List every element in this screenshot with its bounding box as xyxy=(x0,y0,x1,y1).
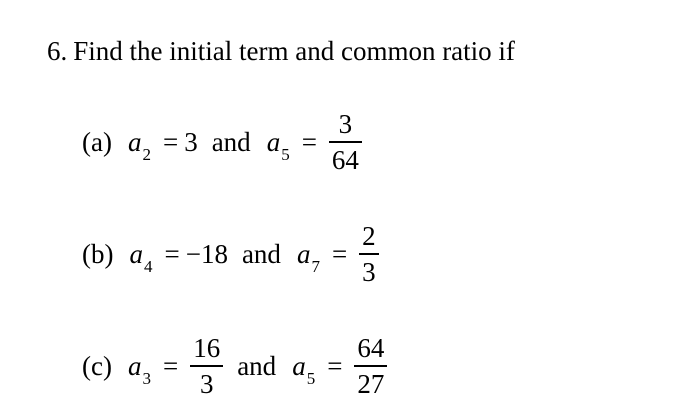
part-a-lhs-var: a xyxy=(127,126,142,157)
part-b-lhs-term xyxy=(129,238,153,276)
part-a-fraction xyxy=(329,107,362,177)
part-a-lhs-term xyxy=(127,126,151,164)
part-a-lhs-sub: 2 xyxy=(142,144,151,164)
part-c-lhs-term xyxy=(127,350,151,388)
part-c-fraction-2-denominator: 27 xyxy=(357,368,385,399)
part-a-and: and xyxy=(211,126,251,157)
part-b-lhs-var: a xyxy=(129,238,143,269)
part-b xyxy=(82,214,379,294)
part-a-rhs-var: a xyxy=(266,126,281,157)
problem-number: 6. xyxy=(47,36,68,66)
part-a-rhs-term xyxy=(266,126,290,164)
part-b-label: (b) xyxy=(82,238,114,269)
part-a-value: 3 xyxy=(184,126,198,157)
part-a-equals-2: = xyxy=(301,126,317,157)
part-c-lhs-sub: 3 xyxy=(142,368,151,388)
part-c-fraction-2-numerator: 64 xyxy=(357,333,385,364)
part-c-fraction-2 xyxy=(354,331,387,401)
part-b-rhs-term xyxy=(296,238,320,276)
part-c-lhs-var: a xyxy=(127,350,142,381)
part-c-label: (c) xyxy=(82,350,112,381)
problem-prompt: Find the initial term and common ratio if xyxy=(73,36,515,66)
part-a-rhs-sub: 5 xyxy=(281,144,290,164)
part-c-rhs-var: a xyxy=(292,350,306,381)
part-a-fraction-numerator: 3 xyxy=(338,109,353,140)
part-a-label: (a) xyxy=(82,126,112,157)
part-b-rhs-sub: 7 xyxy=(311,256,320,276)
part-c-equals-2: = xyxy=(327,350,343,381)
part-c-fraction-1-denominator: 3 xyxy=(199,368,214,399)
part-b-equals: = xyxy=(164,238,180,269)
part-c-rhs-sub: 5 xyxy=(306,368,316,388)
part-b-fraction-denominator: 3 xyxy=(362,256,376,287)
part-c-rhs-term xyxy=(292,350,316,388)
part-b-fraction-numerator: 2 xyxy=(362,221,376,252)
part-c-and: and xyxy=(237,350,277,381)
part-a-equals: = xyxy=(162,126,179,157)
part-b-value: −18 xyxy=(185,238,228,269)
part-c-fraction-1-numerator: 16 xyxy=(193,333,221,364)
problem-heading xyxy=(47,33,515,69)
part-c-fraction-1 xyxy=(190,331,223,401)
part-a xyxy=(82,102,362,182)
part-b-equals-2: = xyxy=(331,238,348,269)
part-b-lhs-sub: 4 xyxy=(143,256,153,276)
part-a-fraction-denominator: 64 xyxy=(331,144,359,175)
part-b-fraction xyxy=(359,219,379,289)
part-b-and: and xyxy=(241,238,281,269)
part-b-rhs-var: a xyxy=(296,238,311,269)
part-c-equals: = xyxy=(162,350,179,381)
part-c xyxy=(82,326,387,406)
